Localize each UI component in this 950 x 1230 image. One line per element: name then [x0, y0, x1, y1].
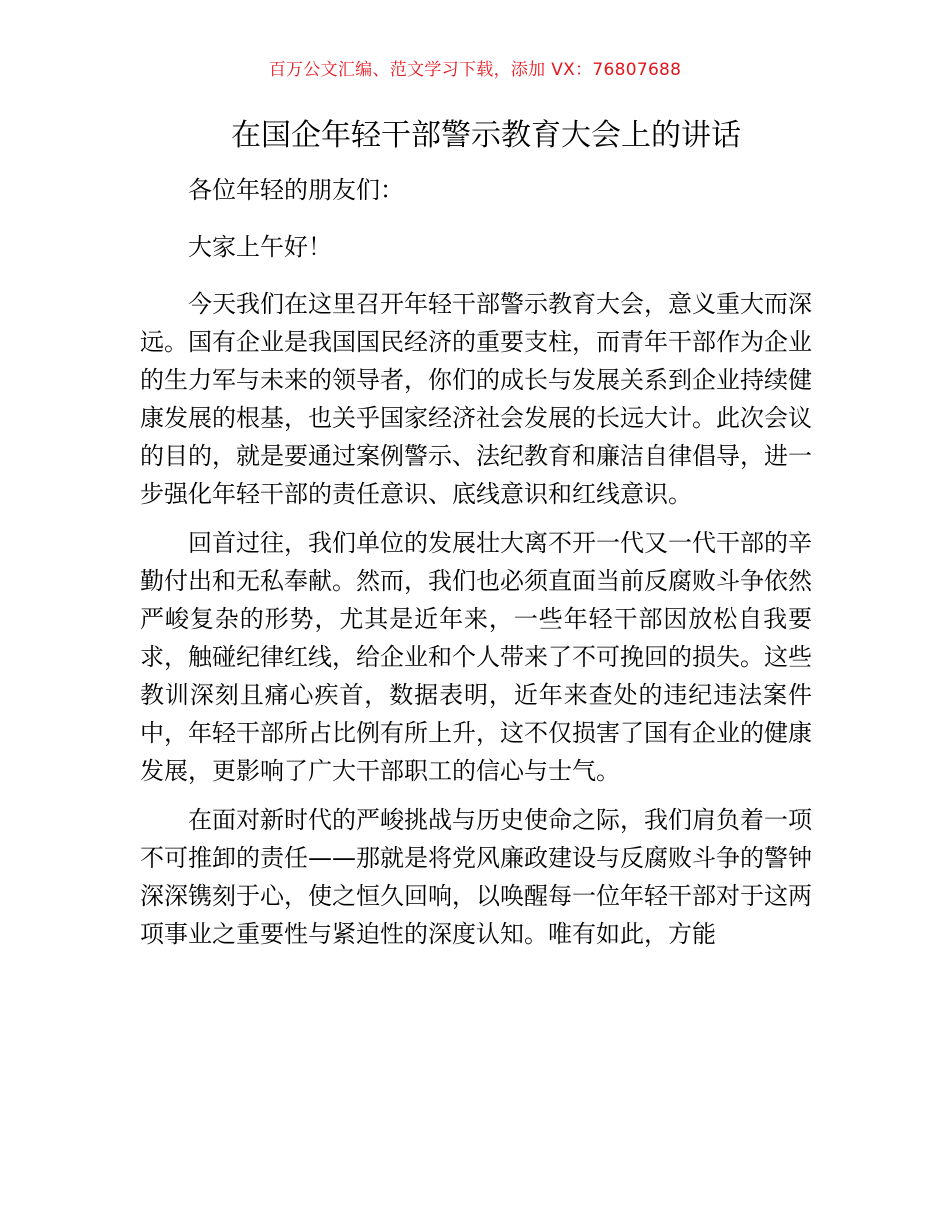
paragraph: 在面对新时代的严峻挑战与历史使命之际，我们肩负着一项不可推卸的责任——那就是将党风廉政建设与反腐败斗争的警钟深深镌刻于心，使之恒久回响，以唤醒每一位年轻干部对于这两项事业之重要性与紧迫性的深度认知。唯有如此，方能 [140, 806, 812, 948]
paragraph: 回首过往，我们单位的发展壮大离不开一代又一代干部的辛勤付出和无私奉献。然而，我们也必须直面当前反腐败斗争依然严峻复杂的形势，尤其是近年来，一些年轻干部因放松自我要求，触碰纪律红线，给企业和个人带来了不可挽回的损失。这些教训深刻且痛心疾首，数据表明，近年来查处的违纪违法案件中，年轻干部所占比例有所上升，这不仅损害了国有企业的健康发展，更影响了广大干部职工的信心与士气。 [140, 529, 812, 785]
greeting: 大家上午好！ [188, 233, 332, 261]
paragraph: 今天我们在这里召开年轻干部警示教育大会，意义重大而深远。国有企业是我国国民经济的重要支柱，而青年干部作为企业的生力军与未来的领导者，你们的成长与发展关系到企业持续健康发展的根基，也关乎国家经济社会发展的长远大计。此次会议的目的，就是要通过案例警示、法纪教育和廉洁自律倡导，进一步强化年轻干部的责任意识、底线意识和红线意识。 [140, 290, 812, 508]
salutation: 各位年轻的朋友们： [188, 176, 404, 204]
document-title: 在国企年轻干部警示教育大会上的讲话 [231, 118, 741, 153]
document-body [140, 171, 812, 964]
header-note: 百万公文汇编、范文学习下载，添加 VX：76807688 [268, 60, 682, 80]
